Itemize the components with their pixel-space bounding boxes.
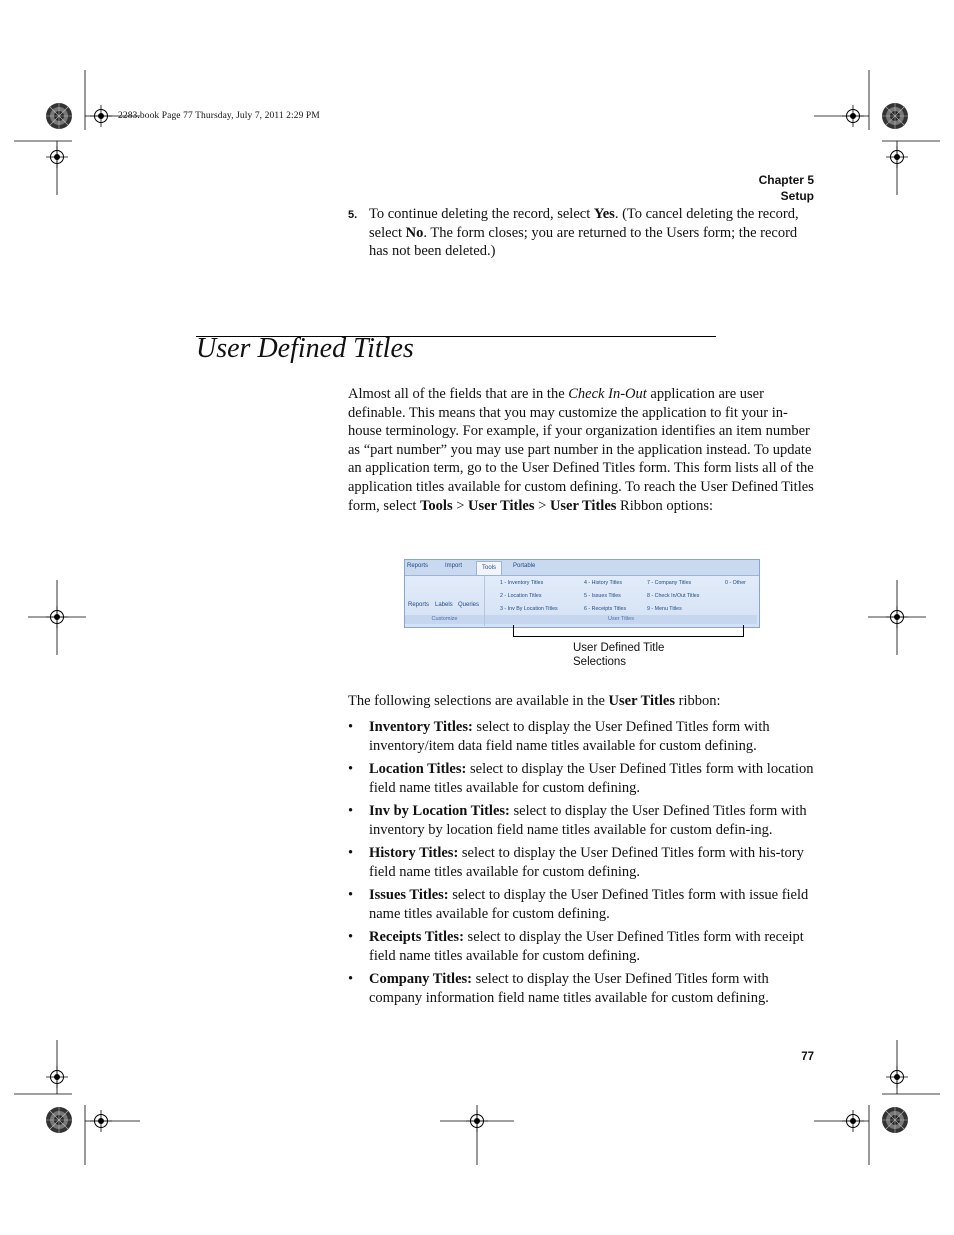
figure-caption: User Defined Title Selections — [573, 642, 665, 668]
list-item: • History Titles: select to display the User Defined Titles form with his-tory field name titles available for custom defining. — [348, 844, 804, 880]
no-option: No — [405, 224, 424, 241]
ribbon-tab-bar — [405, 560, 759, 576]
customize-group — [405, 576, 485, 626]
labels-button[interactable]: Labels — [435, 602, 453, 608]
app-name: Check In-Out — [568, 386, 647, 402]
user-titles-group — [485, 576, 757, 626]
inv-by-location-titles-item[interactable]: 3 - Inv By Location Titles — [500, 606, 558, 612]
user-titles-group-label: User Titles — [485, 615, 757, 624]
page-number: 77 — [801, 1051, 814, 1063]
history-titles-item[interactable]: 4 - History Titles — [584, 580, 622, 586]
list-item: • Inventory Titles: select to display the User Defined Titles form with inventory/item data field name titles available for custom defining. — [348, 719, 770, 754]
titles-bullet-list — [348, 718, 814, 1012]
tab-import[interactable]: Import — [445, 563, 463, 569]
lead-sentence: The following selections are available in the User Titles ribbon: — [348, 693, 721, 709]
tab-reports[interactable]: Reports — [407, 563, 429, 569]
running-header-section: Setup — [780, 189, 814, 203]
section-title: User Defined Titles — [196, 333, 414, 364]
list-item: • Inv by Location Titles: select to display the User Defined Titles form with inventory by location field name titles available for custom defin-ing. — [348, 802, 807, 838]
star-target-top-left — [46, 103, 72, 129]
reports-button[interactable]: Reports — [408, 602, 430, 608]
star-target-bottom-left — [46, 1107, 72, 1133]
step-5 — [348, 205, 818, 261]
list-item: • Receipts Titles: select to display the User Defined Titles form with receipt field name titles available for custom defining. — [348, 928, 804, 964]
print-slug: 2283.book Page 77 Thursday, July 7, 2011 2:29 PM — [118, 111, 320, 121]
list-item: • Company Titles: select to display the User Defined Titles form with company information field name titles available for custom defining. — [348, 970, 769, 1006]
step-number: 5. — [348, 209, 358, 221]
list-item: • Location Titles: select to display the User Defined Titles form with location field name titles available for custom defining. — [348, 760, 814, 796]
location-titles-item[interactable]: 2 - Location Titles — [500, 593, 542, 599]
running-header-chapter: Chapter 5 — [758, 173, 814, 187]
check-in-out-titles-item[interactable]: 8 - Check In/Out Titles — [647, 593, 700, 599]
yes-option: Yes — [593, 206, 615, 222]
star-target-bottom-right — [882, 1107, 908, 1133]
tab-portable[interactable]: Portable — [513, 563, 536, 569]
selection-bracket — [513, 625, 744, 637]
other-item[interactable]: 0 - Other — [725, 580, 746, 586]
receipts-titles-item[interactable]: 6 - Receipts Titles — [584, 606, 627, 612]
inventory-titles-item[interactable]: 1 - Inventory Titles — [500, 580, 544, 586]
queries-button[interactable]: Queries — [458, 602, 480, 608]
star-target-top-right — [882, 103, 908, 129]
customize-group-label: Customize — [405, 615, 484, 624]
ribbon-screenshot — [404, 559, 760, 628]
company-titles-item[interactable]: 7 - Company Titles — [647, 580, 692, 586]
tab-tools[interactable]: Tools — [476, 561, 502, 575]
list-item: • Issues Titles: select to display the User Defined Titles form with issue field name titles available for custom defining. — [348, 886, 809, 922]
running-header — [759, 172, 814, 204]
menu-titles-item[interactable]: 9 - Menu Titles — [647, 606, 682, 612]
step-text: To continue deleting the record, select Yes. (To cancel deleting the record, select No. The form closes; you are returned to the Users form; the record has not been deleted.) — [369, 206, 799, 260]
issues-titles-item[interactable]: 5 - Issues Titles — [584, 593, 621, 599]
intro-paragraph: Almost all of the fields that are in the Check In-Out application are user definable. This means that you may customize the application to fit your in-house terminology. For example, if your organization identifies an item number as “part number” you may use part number in the application instead. To update an application term, go to the User Defined Titles form. This form lists all of the application titles available for custom defining. To reach the User Defined Titles form, select Tools > User Titles > User Titles Ribbon options: — [348, 386, 814, 514]
